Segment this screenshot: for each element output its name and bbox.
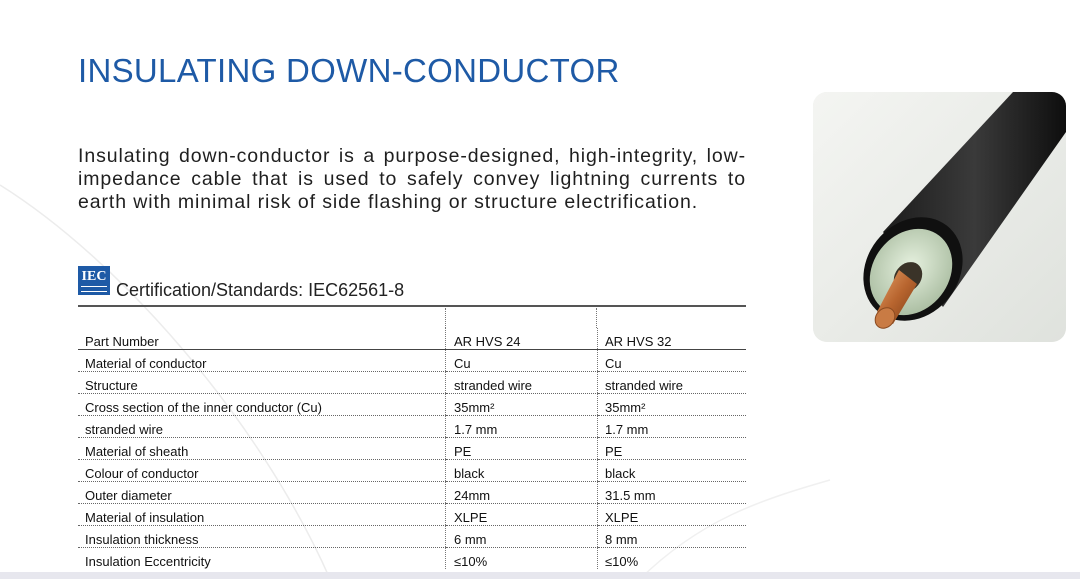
value-hvs24: XLPE <box>446 504 598 526</box>
iec-logo-icon: IEC <box>78 266 110 295</box>
value-hvs32: PE <box>598 438 747 460</box>
table-row <box>78 372 746 394</box>
table-row <box>78 482 746 504</box>
column-separator <box>445 308 446 328</box>
header-rule <box>78 305 746 307</box>
row-label: Cross section of the inner conductor (Cu) <box>78 394 446 416</box>
table-row <box>78 394 746 416</box>
value-hvs32: Cu <box>598 350 747 372</box>
certification-text: Certification/Standards: IEC62561-8 <box>116 280 405 300</box>
row-label: Insulation Eccentricity <box>85 554 211 569</box>
row-label: Material of insulation <box>78 504 446 526</box>
table-row <box>78 504 746 526</box>
value-hvs24: 35mm² <box>446 394 598 416</box>
page-title: INSULATING DOWN-CONDUCTOR <box>78 52 620 89</box>
value-hvs24: PE <box>446 438 598 460</box>
value-hvs24: Cu <box>446 350 598 372</box>
cable-cross-section-icon <box>813 92 1066 342</box>
value-hvs32: 1.7 mm <box>598 416 747 438</box>
row-label: stranded wire <box>78 416 446 438</box>
table-row <box>78 548 746 570</box>
column-separator <box>596 308 597 328</box>
value-hvs32: XLPE <box>598 504 747 526</box>
value-hvs32: stranded wire <box>598 372 747 394</box>
value-hvs24: 24mm <box>446 482 598 504</box>
description-paragraph: Insulating down-conductor is a purpose-designed, high-integrity, low-impedance cable that is used to safely convey lightning currents to earth with minimal risk of side flashing or structure electrification. <box>78 145 746 213</box>
spec-table <box>78 328 746 569</box>
value-hvs32: 8 mm <box>598 526 747 548</box>
row-label: Part Number <box>78 328 446 350</box>
table-row <box>78 460 746 482</box>
cable-photo <box>813 92 1066 342</box>
bottom-strip <box>0 572 1080 579</box>
row-label: Material of conductor <box>78 350 446 372</box>
certification-row <box>78 266 748 302</box>
value-hvs24: ≤10% <box>446 548 598 570</box>
value-hvs32: AR HVS 32 <box>598 328 747 350</box>
table-row <box>78 416 746 438</box>
value-hvs32: ≤10% <box>598 548 747 570</box>
value-hvs24: stranded wire <box>446 372 598 394</box>
row-label: Colour of conductor <box>78 460 446 482</box>
row-label: Outer diameter <box>78 482 446 504</box>
value-hvs24: black <box>446 460 598 482</box>
table-row <box>78 526 746 548</box>
table-row <box>78 438 746 460</box>
value-hvs24: AR HVS 24 <box>446 328 598 350</box>
value-hvs32: black <box>598 460 747 482</box>
value-hvs32: 35mm² <box>598 394 747 416</box>
row-label: Structure <box>78 372 446 394</box>
row-label: Insulation thickness <box>78 526 446 548</box>
value-hvs32: 31.5 mm <box>598 482 747 504</box>
table-row <box>78 350 746 372</box>
value-hvs24: 1.7 mm <box>446 416 598 438</box>
table-row <box>78 328 746 350</box>
row-label: Material of sheath <box>78 438 446 460</box>
value-hvs24: 6 mm <box>446 526 598 548</box>
